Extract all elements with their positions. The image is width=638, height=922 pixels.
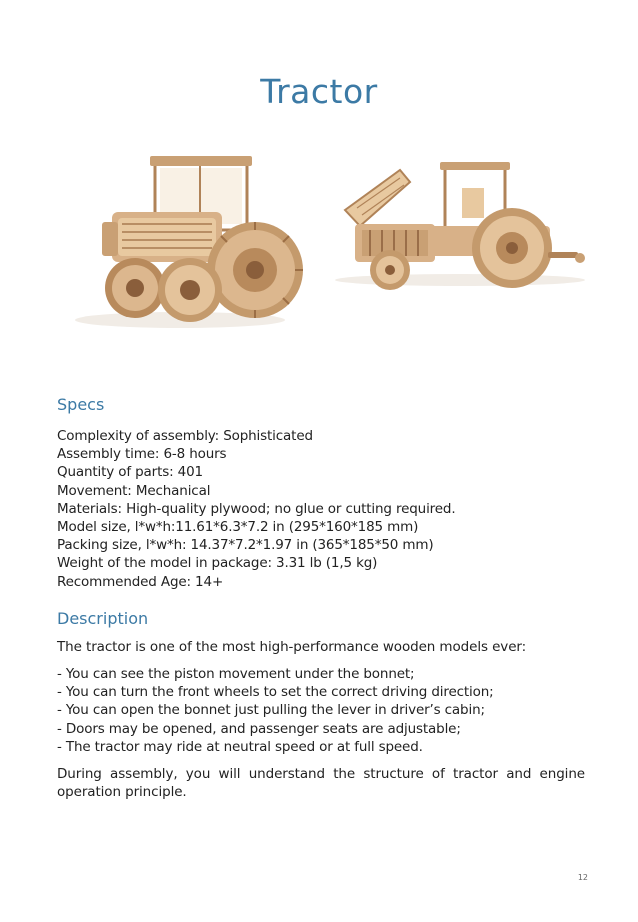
spec-item: Weight of the model in package: 3.31 lb (1,5 kg)	[57, 555, 378, 572]
spec-item: Complexity of assembly: Sophisticated	[57, 428, 313, 444]
spec-item: Quantity of parts: 401	[57, 464, 203, 481]
page-title: Tractor	[260, 72, 378, 112]
content-area	[57, 395, 585, 810]
spec-item: Assembly time: 6-8 hours	[57, 446, 227, 463]
spec-item: Model size, l*w*h:11.61*6.3*7.2 in (295*160*185 mm)	[57, 519, 419, 536]
description-heading: Description	[57, 608, 149, 628]
page-number: 12	[577, 873, 588, 882]
feature-item: - You can see the piston movement under the bonnet;	[57, 666, 415, 683]
specs-heading: Specs	[57, 395, 105, 414]
tractor-side-photo	[335, 162, 585, 290]
specs-list	[57, 427, 585, 591]
feature-item: - You can open the bonnet just pulling the lever in driver’s cabin;	[57, 702, 485, 719]
feature-item: - The tractor may ride at neutral speed or at full speed.	[57, 738, 423, 755]
description-closing: During assembly, you will understand the structure of tractor and engine operation principle.	[57, 766, 585, 801]
spec-item: Movement: Mechanical	[57, 482, 211, 499]
feature-item: - You can turn the front wheels to set the correct driving direction;	[57, 684, 494, 701]
product-photos	[60, 140, 590, 340]
description-intro: The tractor is one of the most high-performance wooden models ever:	[57, 638, 527, 655]
spec-item: Materials: High-quality plywood; no glue or cutting required.	[57, 500, 456, 517]
spec-item: Recommended Age: 14+	[57, 573, 224, 590]
feature-item: - Doors may be opened, and passenger seats are adjustable;	[57, 720, 461, 737]
spec-item: Packing size, l*w*h: 14.37*7.2*1.97 in (365*185*50 mm)	[57, 537, 434, 554]
feature-list	[57, 665, 585, 756]
tractor-front-photo	[75, 156, 303, 328]
